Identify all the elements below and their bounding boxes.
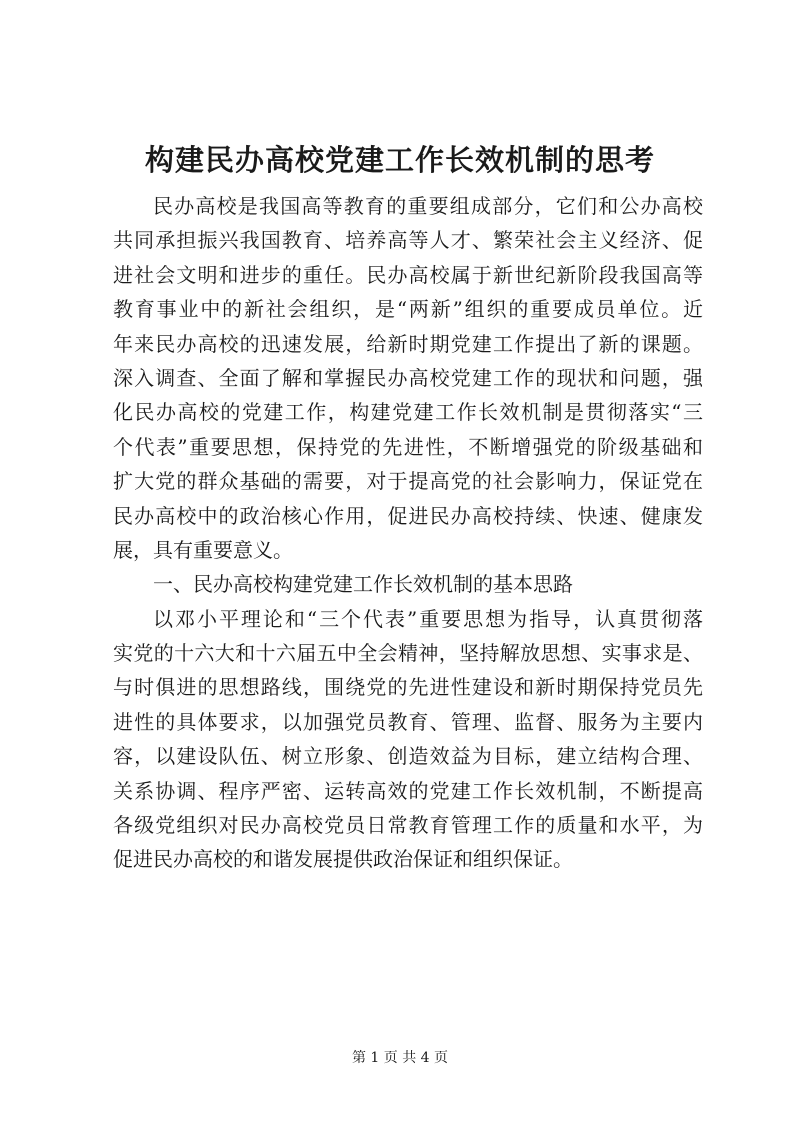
paragraph-line: 各级党组织对民办高校党员日常教育管理工作的质量和水平，为	[113, 813, 703, 838]
paragraph-line: 关系协调、程序严密、运转高效的党建工作长效机制，不断提高	[113, 778, 703, 803]
paragraph-line: 共同承担振兴我国教育、培养高等人才、繁荣社会主义经济、促	[113, 228, 703, 253]
paragraph-line: 民办高校中的政治核心作用，促进民办高校持续、快速、健康发	[113, 503, 703, 528]
paragraph-line: 进性的具体要求，以加强党员教育、管理、监督、服务为主要内	[113, 709, 703, 734]
paragraph-line: 深入调查、全面了解和掌握民办高校党建工作的现状和问题，强	[113, 365, 703, 390]
paragraph-line: 与时俱进的思想路线，围绕党的先进性建设和新时期保持党员先	[113, 675, 703, 700]
paragraph-line: 化民办高校的党建工作，构建党建工作长效机制是贯彻落实“三	[113, 400, 703, 425]
paragraph-line: 年来民办高校的迅速发展，给新时期党建工作提出了新的课题。	[113, 331, 703, 356]
paragraph-line: 民办高校是我国高等教育的重要组成部分，它们和公办高校	[153, 194, 703, 218]
paragraph-line: 扩大党的群众基础的需要，对于提高党的社会影响力，保证党在	[113, 469, 703, 494]
paragraph-line: 促进民办高校的和谐发展提供政治保证和组织保证。	[113, 847, 573, 872]
page-number-footer: 第 1 页 共 4 页	[351, 1050, 449, 1066]
document-title: 构建民办高校党建工作长效机制的思考	[144, 143, 655, 177]
paragraph-line: 个代表”重要思想，保持党的先进性，不断增强党的阶级基础和	[113, 434, 703, 459]
paragraph-line: 实党的十六大和十六届五中全会精神，坚持解放思想、实事求是、	[113, 641, 703, 666]
paragraph-line: 以邓小平理论和“三个代表”重要思想为指导，认真贯彻落	[153, 606, 703, 631]
paragraph-line: 容，以建设队伍、树立形象、创造效益为目标，建立结构合理、	[113, 744, 703, 769]
paragraph-1	[113, 189, 703, 567]
document-body	[113, 189, 703, 877]
paragraph-line: 进社会文明和进步的重任。民办高校属于新世纪新阶段我国高等	[113, 262, 703, 287]
paragraph-line: 教育事业中的新社会组织，是“两新”组织的重要成员单位。近	[113, 297, 703, 322]
paragraph-2	[113, 602, 703, 877]
section-heading: 一、民办高校构建党建工作长效机制的基本思路	[153, 572, 573, 597]
paragraph-line: 展，具有重要意义。	[113, 537, 293, 562]
